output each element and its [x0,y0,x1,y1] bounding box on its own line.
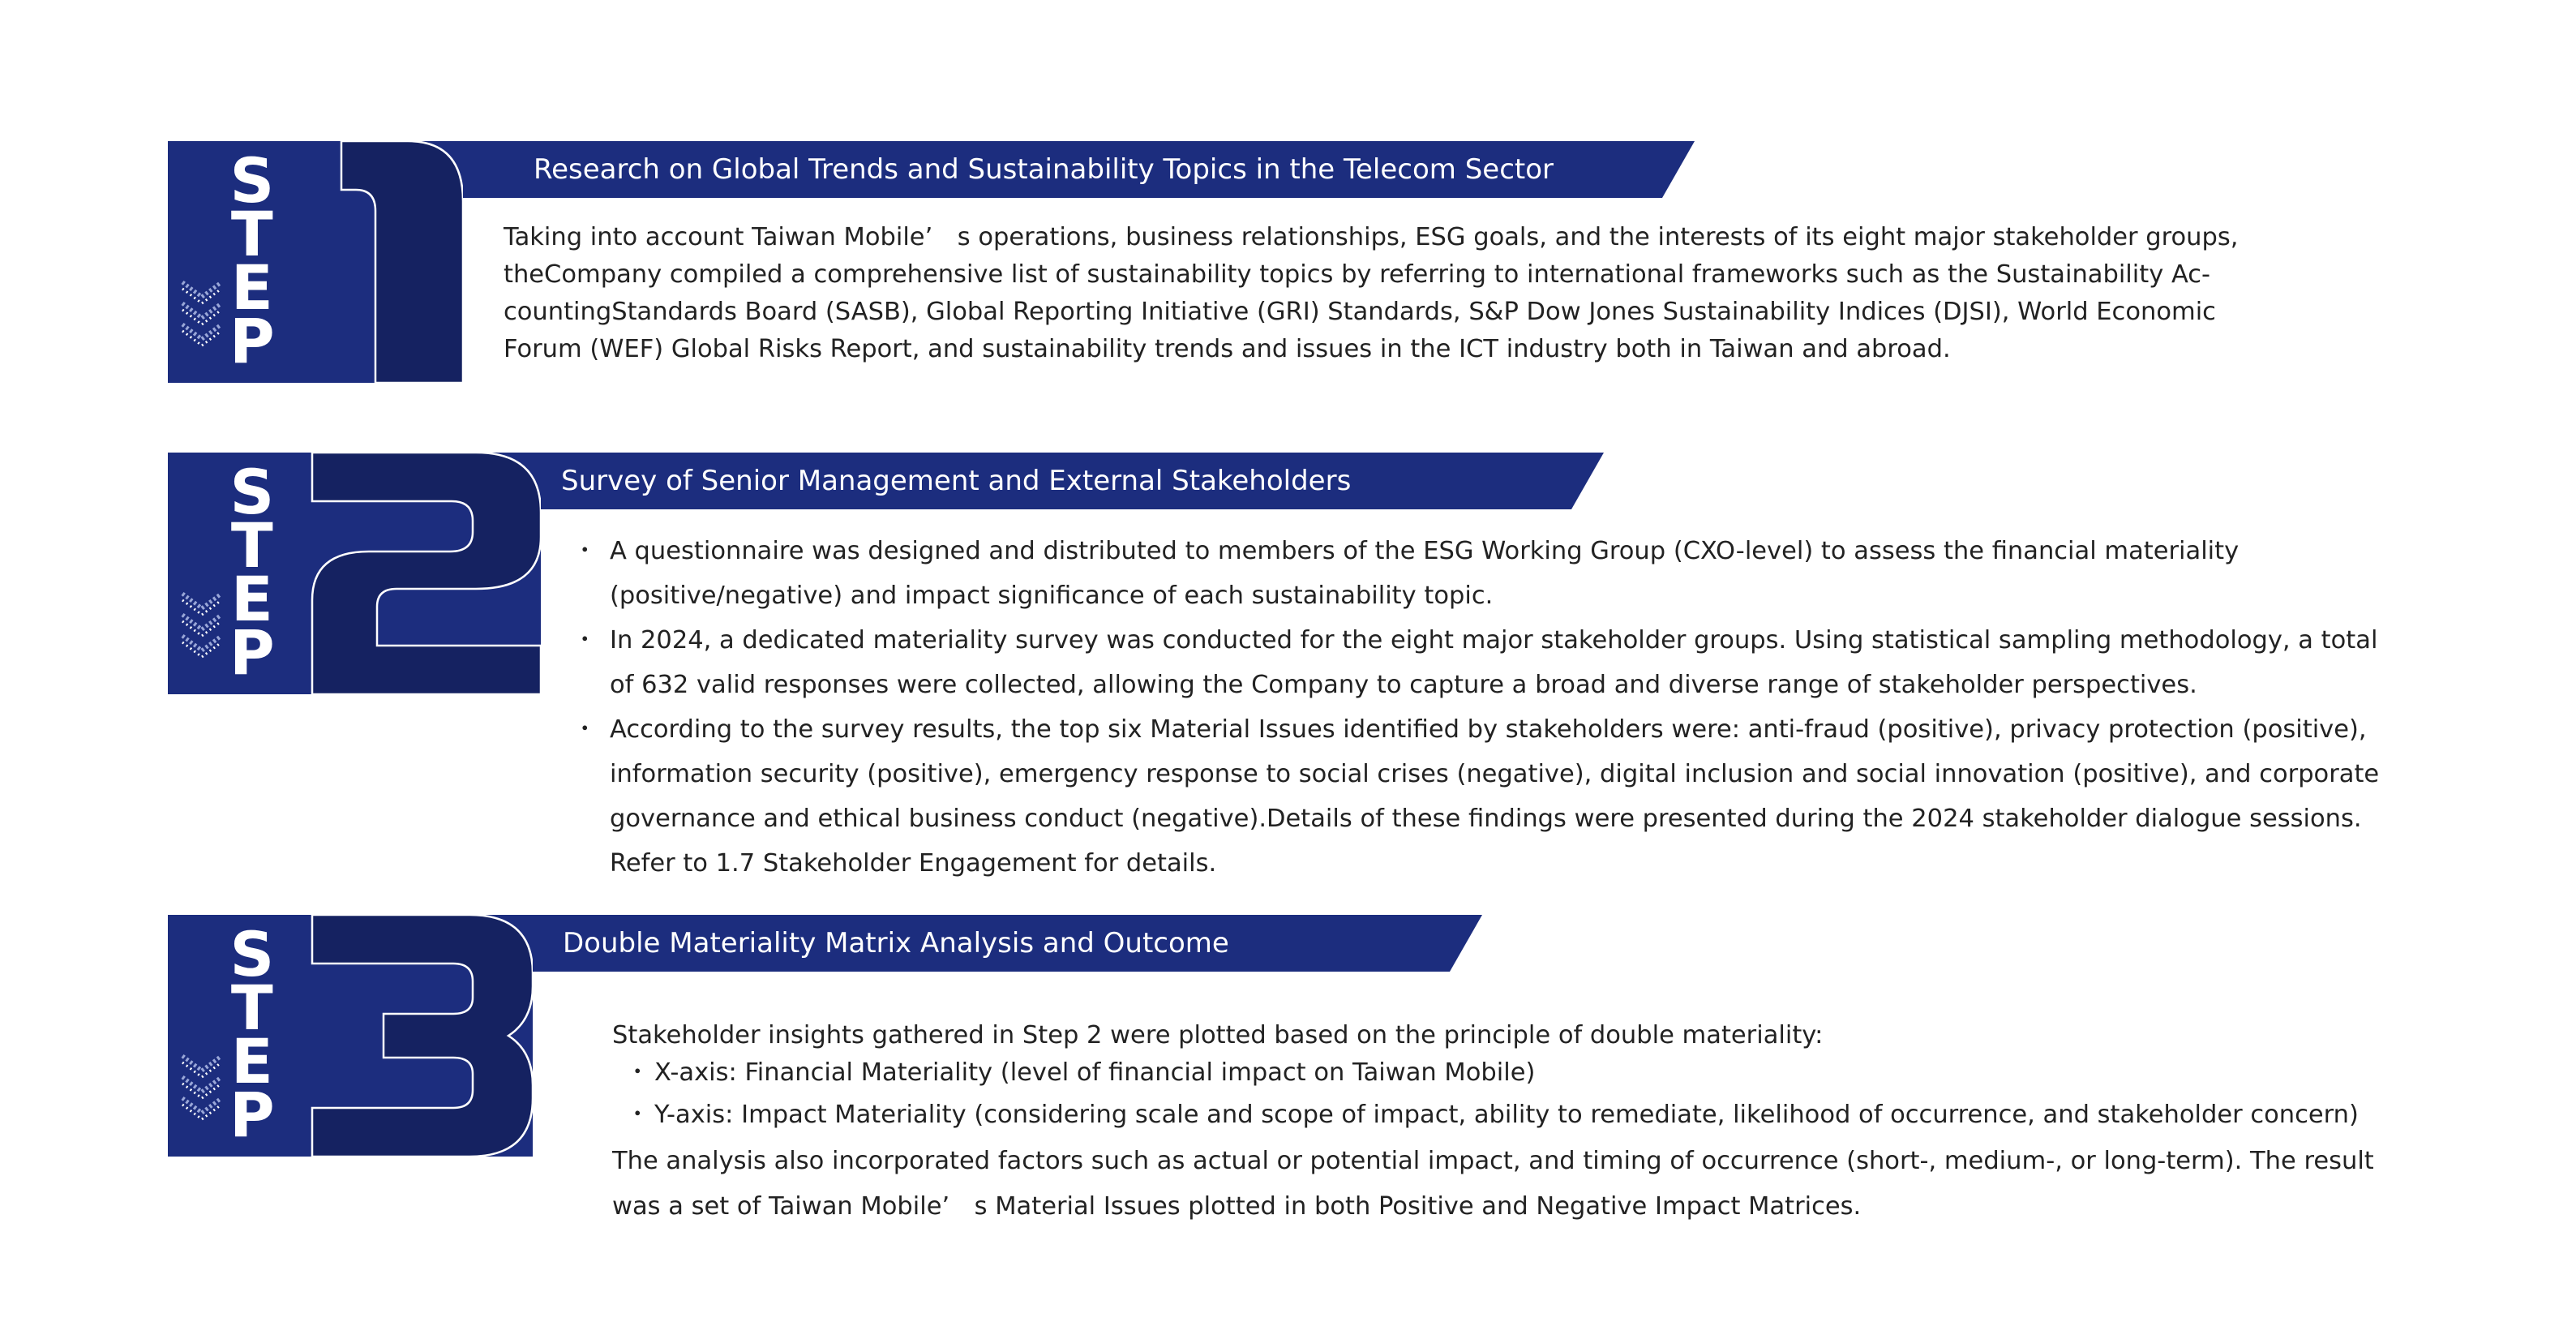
bullet-line: information security (positive), emergency response to social crises (negative), digital inclusion and social innovation (positive), and corporate [610,760,2380,788]
step-letter: T [230,972,273,1044]
step-letter: T [230,198,273,270]
axis-line: X-axis: Financial Materiality (level of financial impact on Taiwan Mobile) [654,1058,1536,1087]
bullet-line: A questionnaire was designed and distributed to members of the ESG Working Group (CXO-level) to assess the financial materiality [610,537,2240,565]
step-letter: S [229,456,275,528]
bullet-line: of 632 valid responses were collected, allowing the Company to capture a broad and diverse range of stakeholder perspectives. [610,671,2197,699]
step-3-badge [168,915,533,1157]
step-1-title: Research on Global Trends and Sustainability Topics in the Telecom Sector [534,153,1554,186]
paragraph-line: was a set of Taiwan Mobile’ s Material Issues plotted in both Positive and Negative Impact Matrices. [612,1192,1862,1221]
bullet-line: Refer to 1.7 Stakeholder Engagement for details. [610,849,1217,878]
bullet-dot: ・ [625,1058,650,1087]
bullet-line: (positive/negative) and impact significance of each sustainability topic. [610,582,1494,610]
bullet-dot: ・ [572,626,598,655]
step-3-word [229,918,275,1151]
paragraph-line: theCompany compiled a comprehensive list of sustainability topics by referring to international frameworks such as the Sustainability Ac- [504,260,2211,289]
step-letter: S [229,918,275,990]
list-item [612,1092,2374,1139]
bullet-line: According to the survey results, the top six Material Issues identified by stakeholders were: anti-fraud (positive), privacy protection (positive), [610,715,2367,744]
bullet-dot: ・ [625,1101,650,1129]
bullet-line: In 2024, a dedicated materiality survey was conducted for the eight major stakeholder groups. Using statistical sampling methodology, a total [610,626,2378,655]
chevron-down-icon [179,1049,225,1131]
step-3-body [612,1017,2374,1230]
step-letter: P [229,1079,275,1151]
bullet-dot: ・ [572,715,598,744]
step-letter: E [230,251,273,324]
step-letter: T [230,509,273,582]
step-letter: E [230,563,273,635]
step-3-intro: Stakeholder insights gathered in Step 2 were plotted based on the principle of double materiality: [612,1021,1824,1049]
bullet-line: governance and ethical business conduct (negative).Details of these findings were presented during the 2024 stakeholder dialogue sessions. [610,805,2362,833]
bullet-dot: ・ [572,537,598,565]
step-letter: P [229,616,275,689]
step-3-title: Double Materiality Matrix Analysis and Outcome [563,927,1229,959]
paragraph-line: Forum (WEF) Global Risks Report, and sustainability trends and issues in the ICT industry both in Taiwan and abroad. [504,335,1951,363]
step-2-title: Survey of Senior Management and External Stakeholders [561,465,1352,497]
paragraph-line: countingStandards Board (SASB), Global Reporting Initiative (GRI) Standards, S&P Dow Jones Sustainability Indices (DJSI), World Economic [504,298,2216,326]
list-item [612,1054,2374,1092]
axis-line: Y-axis: Impact Materiality (considering scale and scope of impact, ability to remediate, likelihood of occurrence, and stakeholder concern) [654,1101,2359,1129]
step-letter: E [230,1025,273,1097]
paragraph-line: The analysis also incorporated factors such as actual or potential impact, and timing of occurrence (short-, medium-, or long-term). The result [612,1147,2374,1175]
axis-list [612,1054,2374,1139]
step-letter: S [229,144,275,217]
paragraph-line: Taking into account Taiwan Mobile’ s operations, business relationships, ESG goals, and the interests of its eight major stakeholder groups, [504,223,2239,251]
step-letter: P [229,305,275,377]
